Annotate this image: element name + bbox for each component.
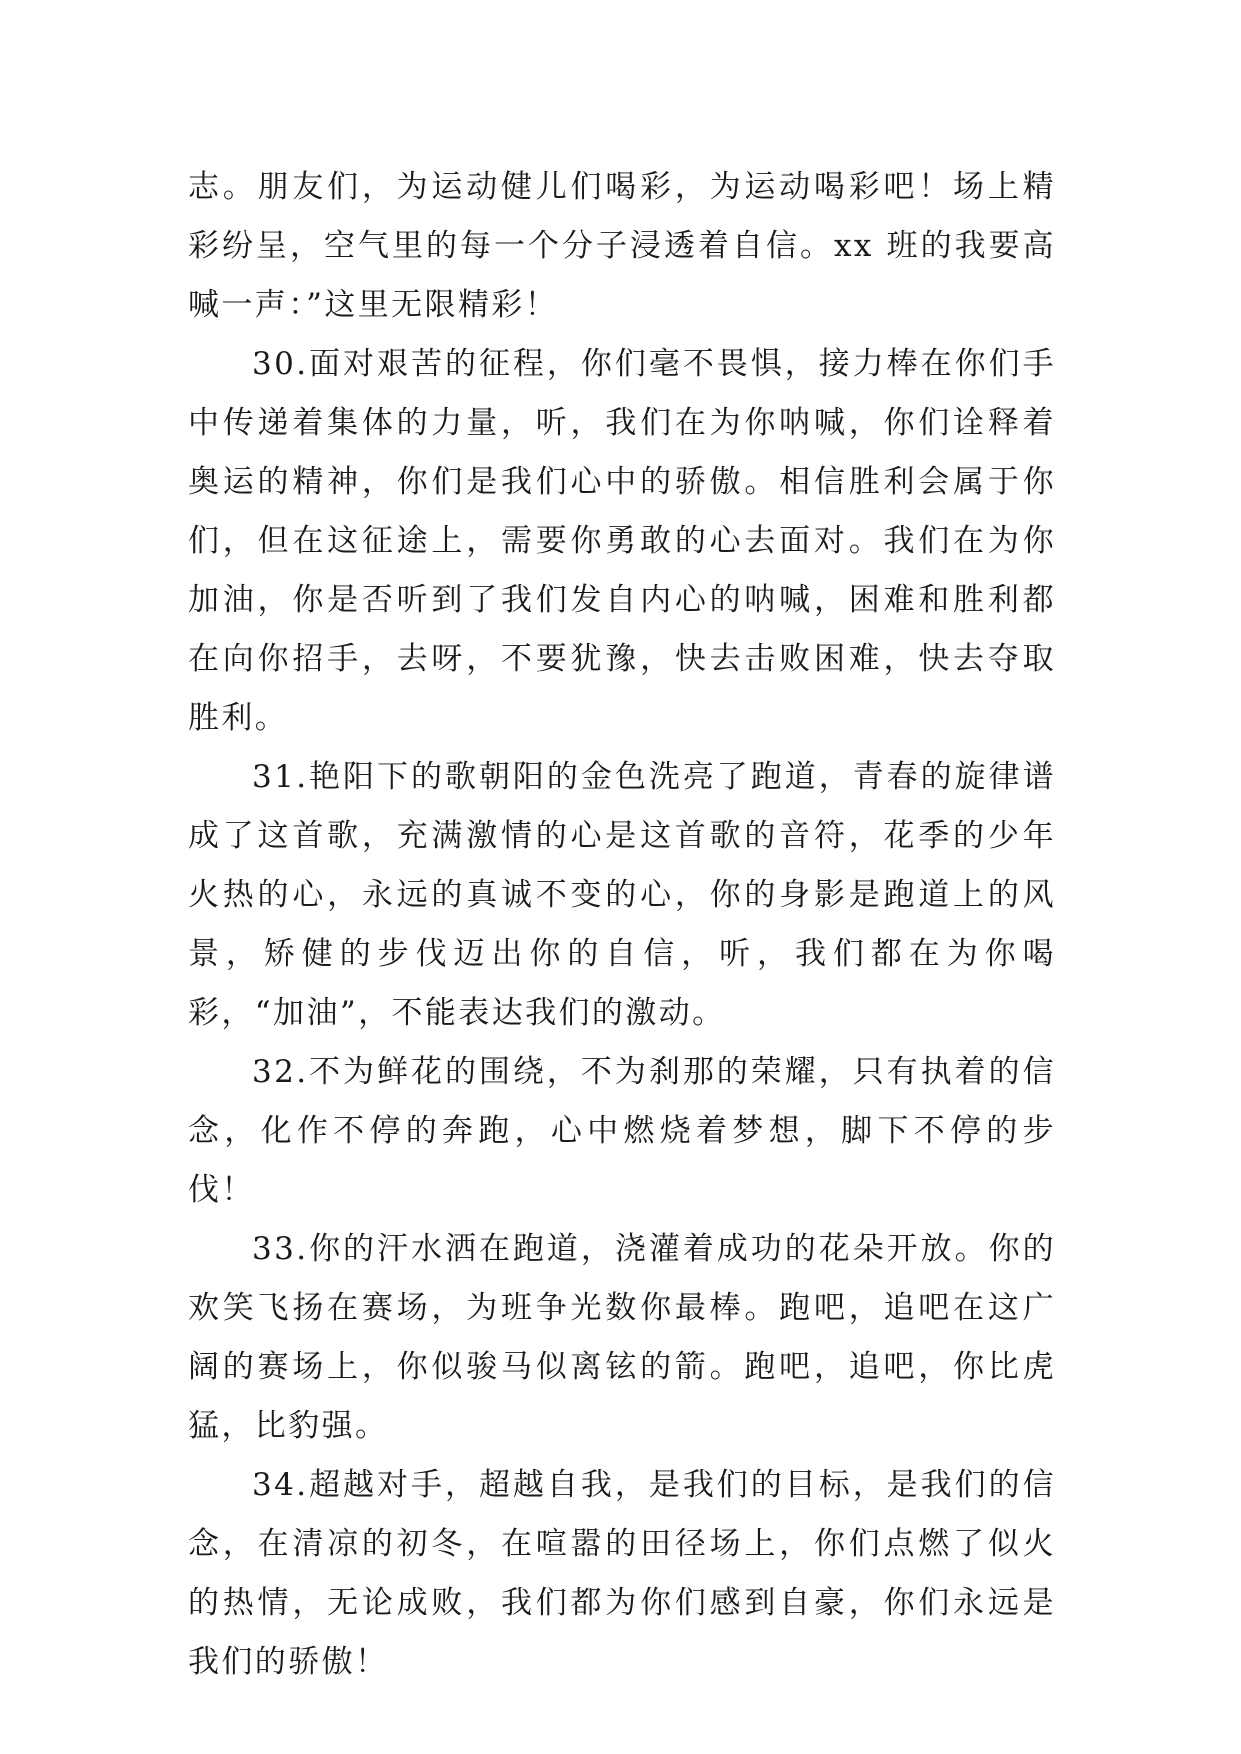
paragraph-item-33: 33.你的汗水洒在跑道，浇灌着成功的花朵开放。你的欢笑飞扬在赛场，为班争光数你最棒。跑吧，追吧在这广阔的赛场上，你似骏马似离铉的箭。跑吧，追吧，你比虎猛，比豹强。 xyxy=(188,1231,1056,1444)
document-body xyxy=(188,158,1056,1692)
paragraph-item-32: 32.不为鲜花的围绕，不为刹那的荣耀，只有执着的信念，化作不停的奔跑，心中燃烧着梦想，脚下不停的步伐！ xyxy=(188,1054,1056,1208)
paragraph-item-34: 34.超越对手，超越自我，是我们的目标，是我们的信念，在清凉的初冬，在喧嚣的田径场上，你们点燃了似火的热情，无论成败，我们都为你们感到自豪，你们永远是我们的骄傲！ xyxy=(188,1467,1056,1680)
paragraph-item-31: 31.艳阳下的歌朝阳的金色洗亮了跑道，青春的旋律谱成了这首歌，充满激情的心是这首歌的音符，花季的少年火热的心，永远的真诚不变的心，你的身影是跑道上的风景，矫健的步伐迈出你的自信，听，我们都在为你喝彩，“加油”，不能表达我们的激动。 xyxy=(188,759,1056,1031)
paragraph-item-30: 30.面对艰苦的征程，你们毫不畏惧，接力棒在你们手中传递着集体的力量，听，我们在为你呐喊，你们诠释着奥运的精神，你们是我们心中的骄傲。相信胜利会属于你们，但在这征途上，需要你勇敢的心去面对。我们在为你加油，你是否听到了我们发自内心的呐喊，困难和胜利都在向你招手，去呀，不要犹豫，快去击败困难，快去夺取胜利。 xyxy=(188,346,1056,736)
paragraph-continuation: 志。朋友们，为运动健儿们喝彩，为运动喝彩吧！场上精彩纷呈，空气里的每一个分子浸透着自信。xx 班的我要高喊一声：”这里无限精彩！ xyxy=(188,169,1056,323)
